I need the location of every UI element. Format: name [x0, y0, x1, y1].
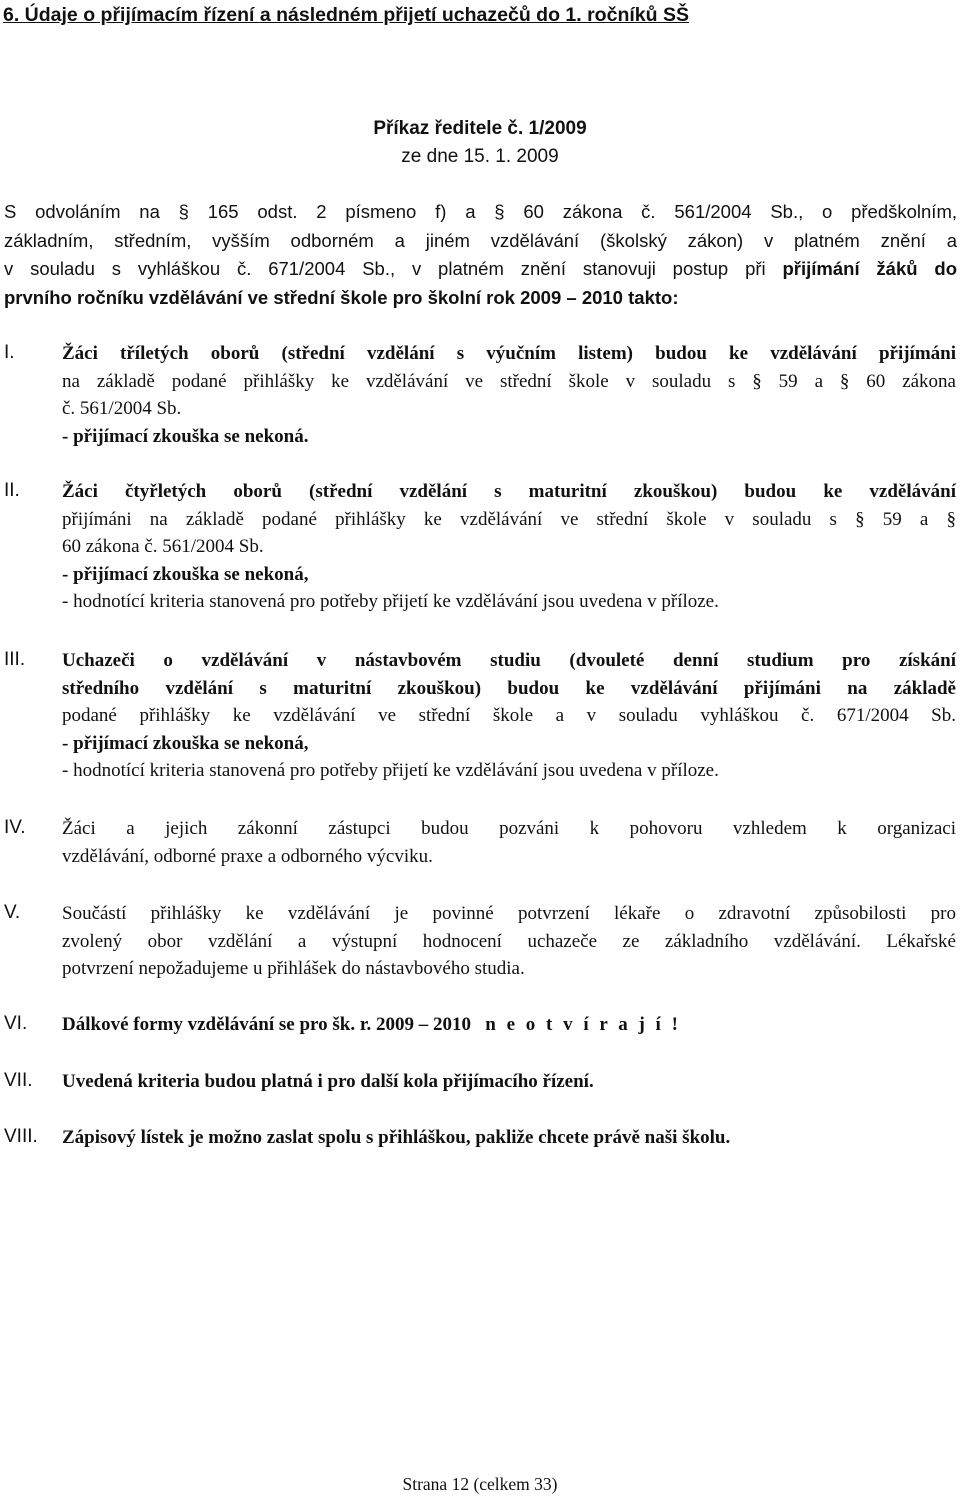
item-body: [62, 900, 956, 983]
intro-line: prvního ročníku vzdělávání ve střední škole pro školní rok 2009 – 2010 takto:: [4, 286, 679, 308]
order-title: Příkaz ředitele č. 1/2009: [373, 118, 587, 139]
item-line: - přijímací zkouška se nekoná.: [62, 425, 309, 447]
item-numeral: VII.: [4, 1070, 33, 1091]
item-line: Žáci tříletých oborů (střední vzdělání s výučním listem) budou ke vzdělávání přijímáni: [62, 343, 956, 364]
item-line: 60 zákona č. 561/2004 Sb.: [62, 536, 264, 557]
intro-text: v souladu s vyhláškou č. 671/2004 Sb., v platném znění stanovuji postup při: [4, 258, 783, 279]
item-line: přijímáni na základě podané přihlášky ke vzdělávání ve střední škole v souladu s § 59 a §: [62, 508, 956, 530]
intro-line: základním, středním, vyšším odborném a jiném vzdělávání (školský zákon) v platném znění a: [4, 229, 957, 251]
item-line: potvrzení nepožadujeme u přihlášek do nástavbového studia.: [62, 958, 525, 979]
item-body: [62, 1011, 956, 1039]
item-body: [62, 815, 956, 870]
item-line: na základě podané přihlášky ke vzdělávání ve střední škole v souladu s § 59 a § 60 zákona: [62, 370, 956, 392]
item-numeral: VIII.: [4, 1126, 38, 1147]
item-line: Žáci čtyřletých oborů (střední vzdělání s maturitní zkouškou) budou ke vzdělávání: [62, 481, 956, 502]
item-line: č. 561/2004 Sb.: [62, 398, 182, 419]
intro-emphasis: přijímání žáků do: [782, 258, 958, 279]
item-body: [62, 340, 956, 450]
item-line: středního vzdělání s maturitní zkouškou) budou ke vzdělávání přijímáni na základě: [62, 677, 956, 699]
item-body: [62, 647, 956, 785]
page-footer: Strana 12 (celkem 33): [402, 1474, 558, 1494]
item-line: - přijímací zkouška se nekoná,: [62, 732, 309, 754]
item-line: - hodnotící kriteria stanovená pro potřeby přijetí ke vzdělávání jsou uvedena v příloze.: [62, 760, 719, 781]
order-date: ze dne 15. 1. 2009: [401, 146, 559, 167]
item-line: zvolený obor vzdělání a výstupní hodnocení uchazeče ze základního vzdělávání. Lékařské: [62, 930, 956, 952]
page-heading: 6. Údaje o přijímacím řízení a následném přijetí uchazečů do 1. ročníků SŠ: [3, 4, 689, 26]
item-numeral: I.: [4, 342, 15, 363]
item-line: Žáci a jejich zákonní zástupci budou pozváni k pohovoru vzhledem k organizaci: [62, 818, 956, 839]
intro-line: [4, 255, 957, 284]
item-body: [62, 478, 956, 616]
item-line: Uchazeči o vzdělávání v nástavbovém studiu (dvouleté denní studium pro získání: [62, 650, 956, 671]
item-text-spaced: n e o t v í r a j í !: [485, 1014, 681, 1035]
item-line: vzdělávání, odborné praxe a odborného výcviku.: [62, 845, 433, 867]
item-line: - přijímací zkouška se nekoná,: [62, 563, 309, 585]
item-numeral: VI.: [4, 1013, 28, 1034]
item-body: Zápisový lístek je možno zaslat spolu s přihláškou, pakliže chcete právě naši školu.: [62, 1127, 731, 1148]
item-numeral: IV.: [4, 817, 26, 838]
item-body: Uvedená kriteria budou platná i pro další kola přijímacího řízení.: [62, 1071, 594, 1092]
item-numeral: III.: [4, 649, 26, 670]
item-line: - hodnotící kriteria stanovená pro potřeby přijetí ke vzdělávání jsou uvedena v příloze.: [62, 591, 719, 612]
intro-line: S odvoláním na § 165 odst. 2 písmeno f) a § 60 zákona č. 561/2004 Sb., o předškolním,: [4, 201, 957, 222]
item-text: Dálkové formy vzdělávání se pro šk. r. 2009 – 2010: [62, 1014, 472, 1035]
item-numeral: V.: [4, 902, 21, 923]
intro-paragraph: [4, 198, 957, 312]
item-numeral: II.: [4, 480, 20, 501]
item-line: Součástí přihlášky ke vzdělávání je povinné potvrzení lékaře o zdravotní způsobilosti pro: [62, 903, 956, 924]
item-line: podané přihlášky ke vzdělávání ve střední škole a v souladu vyhláškou č. 671/2004 Sb.: [62, 705, 956, 726]
